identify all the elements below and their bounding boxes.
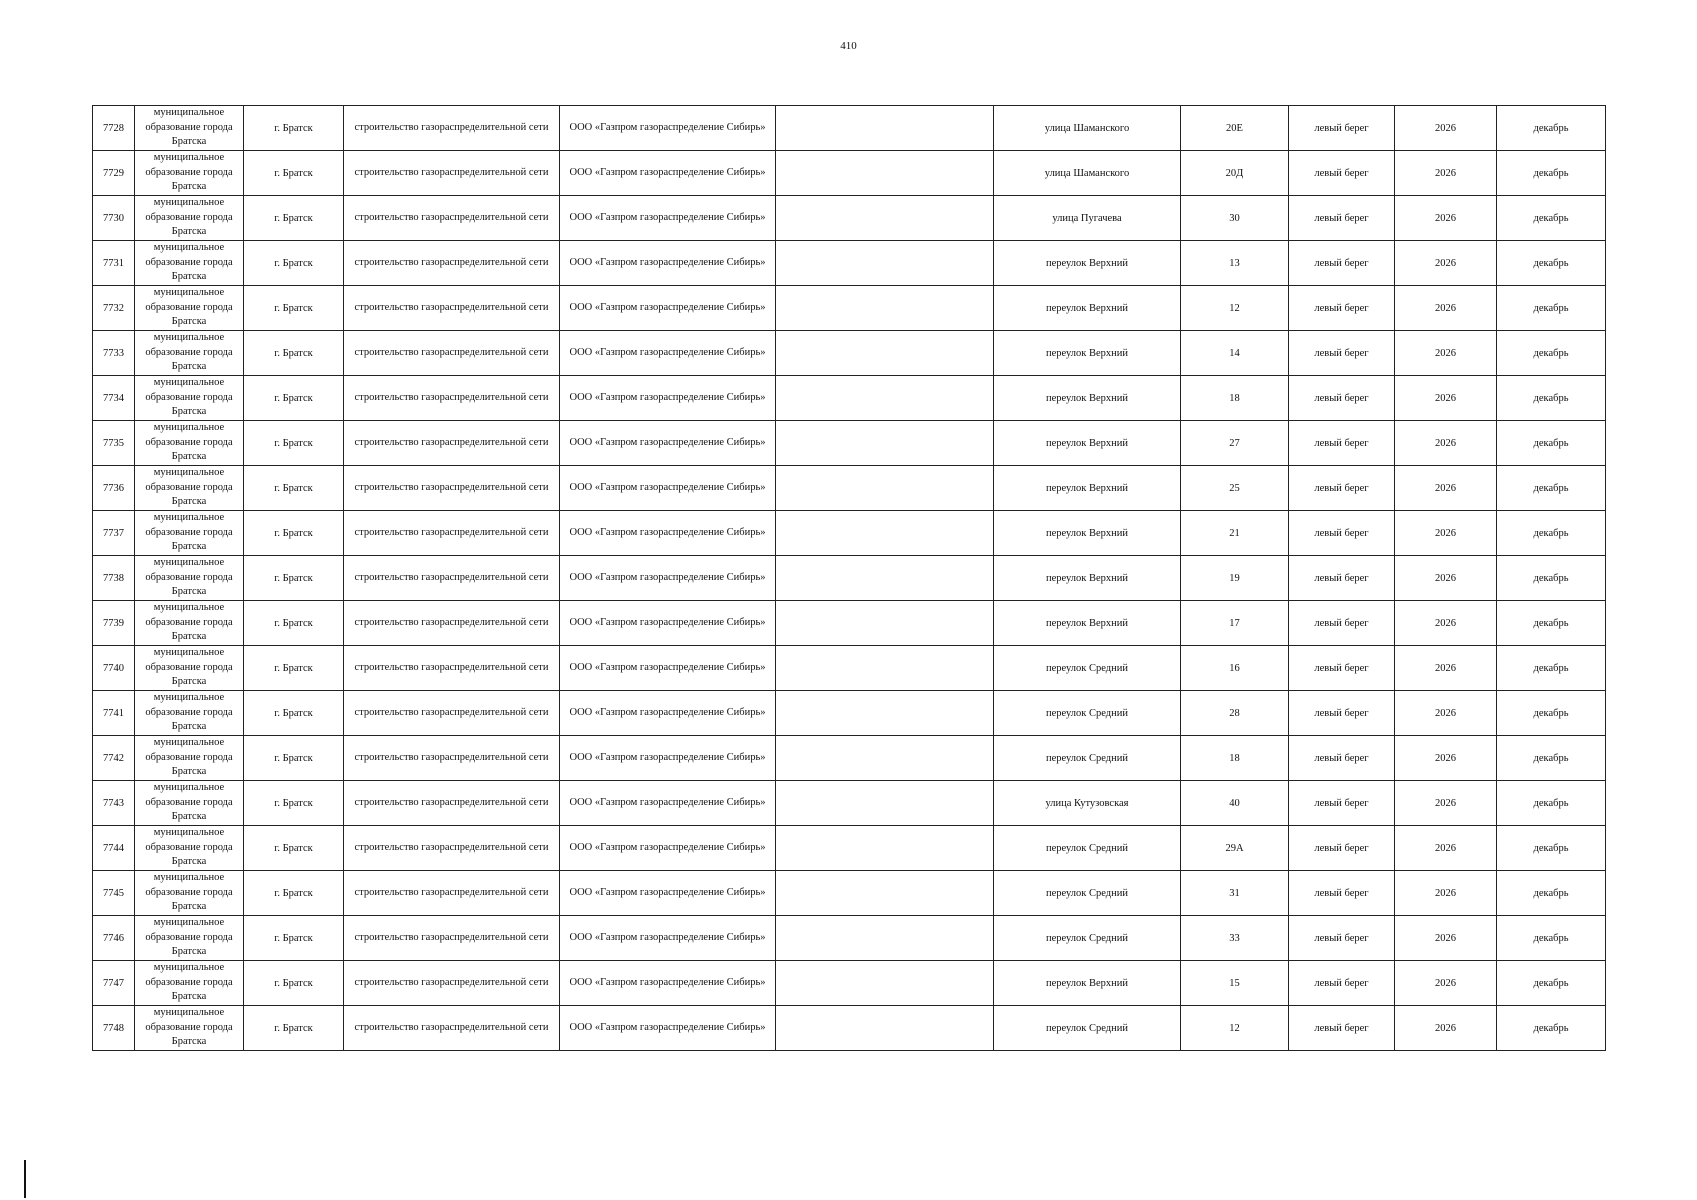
house-number-cell: 12 (1181, 1006, 1289, 1051)
city-cell: г. Братск (244, 826, 344, 871)
year-cell: 2026 (1395, 646, 1497, 691)
city-cell: г. Братск (244, 961, 344, 1006)
note-cell (776, 961, 994, 1006)
organization-cell: ООО «Газпром газораспределение Сибирь» (560, 916, 776, 961)
city-cell: г. Братск (244, 601, 344, 646)
municipality-cell: муниципальное образование города Братска (135, 1006, 244, 1051)
city-cell: г. Братск (244, 781, 344, 826)
street-cell: переулок Верхний (994, 241, 1181, 286)
house-number-cell: 29А (1181, 826, 1289, 871)
month-cell: декабрь (1497, 556, 1606, 601)
work-type-cell: строительство газораспределительной сети (344, 106, 560, 151)
house-number-cell: 12 (1181, 286, 1289, 331)
city-cell: г. Братск (244, 241, 344, 286)
river-bank-cell: левый берег (1289, 601, 1395, 646)
street-cell: переулок Верхний (994, 466, 1181, 511)
note-cell (776, 241, 994, 286)
street-cell: переулок Верхний (994, 961, 1181, 1006)
row-number-cell: 7742 (93, 736, 135, 781)
city-cell: г. Братск (244, 916, 344, 961)
organization-cell: ООО «Газпром газораспределение Сибирь» (560, 151, 776, 196)
work-type-cell: строительство газораспределительной сети (344, 1006, 560, 1051)
row-number-cell: 7734 (93, 376, 135, 421)
month-cell: декабрь (1497, 646, 1606, 691)
table-row (93, 646, 1606, 691)
river-bank-cell: левый берег (1289, 1006, 1395, 1051)
row-number-cell: 7748 (93, 1006, 135, 1051)
row-number-cell: 7745 (93, 871, 135, 916)
river-bank-cell: левый берег (1289, 151, 1395, 196)
note-cell (776, 106, 994, 151)
organization-cell: ООО «Газпром газораспределение Сибирь» (560, 601, 776, 646)
table-row (93, 871, 1606, 916)
margin-mark (24, 1160, 26, 1198)
work-type-cell: строительство газораспределительной сети (344, 691, 560, 736)
year-cell: 2026 (1395, 196, 1497, 241)
note-cell (776, 466, 994, 511)
house-number-cell: 25 (1181, 466, 1289, 511)
house-number-cell: 20Д (1181, 151, 1289, 196)
table-row (93, 691, 1606, 736)
street-cell: улица Пугачева (994, 196, 1181, 241)
month-cell: декабрь (1497, 331, 1606, 376)
month-cell: декабрь (1497, 196, 1606, 241)
river-bank-cell: левый берег (1289, 241, 1395, 286)
month-cell: декабрь (1497, 151, 1606, 196)
month-cell: декабрь (1497, 376, 1606, 421)
month-cell: декабрь (1497, 871, 1606, 916)
organization-cell: ООО «Газпром газораспределение Сибирь» (560, 691, 776, 736)
note-cell (776, 826, 994, 871)
river-bank-cell: левый берег (1289, 286, 1395, 331)
row-number-cell: 7730 (93, 196, 135, 241)
month-cell: декабрь (1497, 286, 1606, 331)
city-cell: г. Братск (244, 376, 344, 421)
month-cell: декабрь (1497, 106, 1606, 151)
work-type-cell: строительство газораспределительной сети (344, 511, 560, 556)
work-type-cell: строительство газораспределительной сети (344, 556, 560, 601)
municipality-cell: муниципальное образование города Братска (135, 286, 244, 331)
row-number-cell: 7747 (93, 961, 135, 1006)
city-cell: г. Братск (244, 1006, 344, 1051)
street-cell: переулок Средний (994, 826, 1181, 871)
municipality-cell: муниципальное образование города Братска (135, 376, 244, 421)
year-cell: 2026 (1395, 331, 1497, 376)
organization-cell: ООО «Газпром газораспределение Сибирь» (560, 781, 776, 826)
organization-cell: ООО «Газпром газораспределение Сибирь» (560, 961, 776, 1006)
municipality-cell: муниципальное образование города Братска (135, 151, 244, 196)
month-cell: декабрь (1497, 916, 1606, 961)
river-bank-cell: левый берег (1289, 376, 1395, 421)
table-row (93, 196, 1606, 241)
municipality-cell: муниципальное образование города Братска (135, 961, 244, 1006)
street-cell: переулок Средний (994, 1006, 1181, 1051)
organization-cell: ООО «Газпром газораспределение Сибирь» (560, 241, 776, 286)
river-bank-cell: левый берег (1289, 646, 1395, 691)
registry-rows (93, 106, 1606, 1051)
table-row (93, 376, 1606, 421)
year-cell: 2026 (1395, 601, 1497, 646)
month-cell: декабрь (1497, 511, 1606, 556)
table-row (93, 826, 1606, 871)
street-cell: переулок Средний (994, 646, 1181, 691)
municipality-cell: муниципальное образование города Братска (135, 691, 244, 736)
work-type-cell: строительство газораспределительной сети (344, 151, 560, 196)
organization-cell: ООО «Газпром газораспределение Сибирь» (560, 511, 776, 556)
street-cell: улица Шаманского (994, 151, 1181, 196)
house-number-cell: 13 (1181, 241, 1289, 286)
table-row (93, 556, 1606, 601)
municipality-cell: муниципальное образование города Братска (135, 466, 244, 511)
work-type-cell: строительство газораспределительной сети (344, 826, 560, 871)
organization-cell: ООО «Газпром газораспределение Сибирь» (560, 646, 776, 691)
table-row (93, 961, 1606, 1006)
year-cell: 2026 (1395, 286, 1497, 331)
year-cell: 2026 (1395, 916, 1497, 961)
street-cell: переулок Верхний (994, 421, 1181, 466)
month-cell: декабрь (1497, 826, 1606, 871)
house-number-cell: 15 (1181, 961, 1289, 1006)
note-cell (776, 286, 994, 331)
organization-cell: ООО «Газпром газораспределение Сибирь» (560, 556, 776, 601)
organization-cell: ООО «Газпром газораспределение Сибирь» (560, 106, 776, 151)
river-bank-cell: левый берег (1289, 421, 1395, 466)
note-cell (776, 421, 994, 466)
month-cell: декабрь (1497, 241, 1606, 286)
work-type-cell: строительство газораспределительной сети (344, 286, 560, 331)
organization-cell: ООО «Газпром газораспределение Сибирь» (560, 421, 776, 466)
house-number-cell: 18 (1181, 376, 1289, 421)
organization-cell: ООО «Газпром газораспределение Сибирь» (560, 331, 776, 376)
river-bank-cell: левый берег (1289, 106, 1395, 151)
street-cell: переулок Верхний (994, 376, 1181, 421)
river-bank-cell: левый берег (1289, 691, 1395, 736)
table-row (93, 601, 1606, 646)
municipality-cell: муниципальное образование города Братска (135, 196, 244, 241)
city-cell: г. Братск (244, 646, 344, 691)
organization-cell: ООО «Газпром газораспределение Сибирь» (560, 286, 776, 331)
year-cell: 2026 (1395, 466, 1497, 511)
work-type-cell: строительство газораспределительной сети (344, 241, 560, 286)
street-cell: улица Кутузовская (994, 781, 1181, 826)
river-bank-cell: левый берег (1289, 961, 1395, 1006)
house-number-cell: 40 (1181, 781, 1289, 826)
street-cell: переулок Верхний (994, 556, 1181, 601)
river-bank-cell: левый берег (1289, 196, 1395, 241)
year-cell: 2026 (1395, 106, 1497, 151)
table-row (93, 421, 1606, 466)
note-cell (776, 151, 994, 196)
house-number-cell: 17 (1181, 601, 1289, 646)
note-cell (776, 196, 994, 241)
row-number-cell: 7744 (93, 826, 135, 871)
city-cell: г. Братск (244, 196, 344, 241)
year-cell: 2026 (1395, 556, 1497, 601)
organization-cell: ООО «Газпром газораспределение Сибирь» (560, 826, 776, 871)
city-cell: г. Братск (244, 286, 344, 331)
note-cell (776, 646, 994, 691)
month-cell: декабрь (1497, 1006, 1606, 1051)
house-number-cell: 14 (1181, 331, 1289, 376)
year-cell: 2026 (1395, 241, 1497, 286)
note-cell (776, 736, 994, 781)
work-type-cell: строительство газораспределительной сети (344, 916, 560, 961)
row-number-cell: 7729 (93, 151, 135, 196)
street-cell: улица Шаманского (994, 106, 1181, 151)
table-row (93, 241, 1606, 286)
municipality-cell: муниципальное образование города Братска (135, 556, 244, 601)
house-number-cell: 20Е (1181, 106, 1289, 151)
river-bank-cell: левый берег (1289, 781, 1395, 826)
year-cell: 2026 (1395, 871, 1497, 916)
house-number-cell: 33 (1181, 916, 1289, 961)
table-row (93, 466, 1606, 511)
year-cell: 2026 (1395, 1006, 1497, 1051)
month-cell: декабрь (1497, 736, 1606, 781)
house-number-cell: 28 (1181, 691, 1289, 736)
organization-cell: ООО «Газпром газораспределение Сибирь» (560, 376, 776, 421)
house-number-cell: 16 (1181, 646, 1289, 691)
city-cell: г. Братск (244, 556, 344, 601)
work-type-cell: строительство газораспределительной сети (344, 196, 560, 241)
organization-cell: ООО «Газпром газораспределение Сибирь» (560, 736, 776, 781)
work-type-cell: строительство газораспределительной сети (344, 601, 560, 646)
street-cell: переулок Верхний (994, 601, 1181, 646)
river-bank-cell: левый берег (1289, 331, 1395, 376)
city-cell: г. Братск (244, 871, 344, 916)
month-cell: декабрь (1497, 466, 1606, 511)
year-cell: 2026 (1395, 511, 1497, 556)
table-row (93, 916, 1606, 961)
table-row (93, 781, 1606, 826)
city-cell: г. Братск (244, 106, 344, 151)
river-bank-cell: левый берег (1289, 916, 1395, 961)
table-row (93, 736, 1606, 781)
note-cell (776, 871, 994, 916)
work-type-cell: строительство газораспределительной сети (344, 646, 560, 691)
table-row (93, 511, 1606, 556)
city-cell: г. Братск (244, 421, 344, 466)
row-number-cell: 7733 (93, 331, 135, 376)
year-cell: 2026 (1395, 736, 1497, 781)
street-cell: переулок Верхний (994, 511, 1181, 556)
year-cell: 2026 (1395, 826, 1497, 871)
river-bank-cell: левый берег (1289, 556, 1395, 601)
house-number-cell: 31 (1181, 871, 1289, 916)
city-cell: г. Братск (244, 151, 344, 196)
work-type-cell: строительство газораспределительной сети (344, 961, 560, 1006)
street-cell: переулок Средний (994, 916, 1181, 961)
city-cell: г. Братск (244, 736, 344, 781)
note-cell (776, 916, 994, 961)
work-type-cell: строительство газораспределительной сети (344, 781, 560, 826)
river-bank-cell: левый берег (1289, 826, 1395, 871)
organization-cell: ООО «Газпром газораспределение Сибирь» (560, 196, 776, 241)
row-number-cell: 7735 (93, 421, 135, 466)
year-cell: 2026 (1395, 151, 1497, 196)
municipality-cell: муниципальное образование города Братска (135, 601, 244, 646)
month-cell: декабрь (1497, 601, 1606, 646)
house-number-cell: 27 (1181, 421, 1289, 466)
row-number-cell: 7728 (93, 106, 135, 151)
city-cell: г. Братск (244, 691, 344, 736)
year-cell: 2026 (1395, 961, 1497, 1006)
page-number: 410 (840, 40, 857, 52)
work-type-cell: строительство газораспределительной сети (344, 736, 560, 781)
street-cell: переулок Средний (994, 691, 1181, 736)
row-number-cell: 7731 (93, 241, 135, 286)
river-bank-cell: левый берег (1289, 511, 1395, 556)
house-number-cell: 19 (1181, 556, 1289, 601)
river-bank-cell: левый берег (1289, 466, 1395, 511)
note-cell (776, 781, 994, 826)
month-cell: декабрь (1497, 781, 1606, 826)
table-row (93, 331, 1606, 376)
house-number-cell: 21 (1181, 511, 1289, 556)
street-cell: переулок Средний (994, 736, 1181, 781)
note-cell (776, 691, 994, 736)
organization-cell: ООО «Газпром газораспределение Сибирь» (560, 466, 776, 511)
row-number-cell: 7746 (93, 916, 135, 961)
year-cell: 2026 (1395, 781, 1497, 826)
year-cell: 2026 (1395, 421, 1497, 466)
work-type-cell: строительство газораспределительной сети (344, 421, 560, 466)
registry-table (92, 105, 1606, 1051)
month-cell: декабрь (1497, 961, 1606, 1006)
municipality-cell: муниципальное образование города Братска (135, 916, 244, 961)
river-bank-cell: левый берег (1289, 736, 1395, 781)
city-cell: г. Братск (244, 511, 344, 556)
municipality-cell: муниципальное образование города Братска (135, 331, 244, 376)
table-row (93, 286, 1606, 331)
street-cell: переулок Верхний (994, 286, 1181, 331)
organization-cell: ООО «Газпром газораспределение Сибирь» (560, 1006, 776, 1051)
municipality-cell: муниципальное образование города Братска (135, 511, 244, 556)
street-cell: переулок Верхний (994, 331, 1181, 376)
note-cell (776, 511, 994, 556)
house-number-cell: 18 (1181, 736, 1289, 781)
municipality-cell: муниципальное образование города Братска (135, 646, 244, 691)
street-cell: переулок Средний (994, 871, 1181, 916)
note-cell (776, 1006, 994, 1051)
row-number-cell: 7732 (93, 286, 135, 331)
month-cell: декабрь (1497, 691, 1606, 736)
table-row (93, 151, 1606, 196)
municipality-cell: муниципальное образование города Братска (135, 736, 244, 781)
note-cell (776, 556, 994, 601)
work-type-cell: строительство газораспределительной сети (344, 331, 560, 376)
table-row (93, 1006, 1606, 1051)
row-number-cell: 7743 (93, 781, 135, 826)
month-cell: декабрь (1497, 421, 1606, 466)
row-number-cell: 7736 (93, 466, 135, 511)
year-cell: 2026 (1395, 691, 1497, 736)
municipality-cell: муниципальное образование города Братска (135, 421, 244, 466)
city-cell: г. Братск (244, 466, 344, 511)
river-bank-cell: левый берег (1289, 871, 1395, 916)
note-cell (776, 376, 994, 421)
city-cell: г. Братск (244, 331, 344, 376)
municipality-cell: муниципальное образование города Братска (135, 241, 244, 286)
note-cell (776, 601, 994, 646)
note-cell (776, 331, 994, 376)
work-type-cell: строительство газораспределительной сети (344, 376, 560, 421)
row-number-cell: 7738 (93, 556, 135, 601)
municipality-cell: муниципальное образование города Братска (135, 871, 244, 916)
municipality-cell: муниципальное образование города Братска (135, 106, 244, 151)
row-number-cell: 7741 (93, 691, 135, 736)
row-number-cell: 7737 (93, 511, 135, 556)
municipality-cell: муниципальное образование города Братска (135, 781, 244, 826)
work-type-cell: строительство газораспределительной сети (344, 871, 560, 916)
table-row (93, 106, 1606, 151)
house-number-cell: 30 (1181, 196, 1289, 241)
work-type-cell: строительство газораспределительной сети (344, 466, 560, 511)
municipality-cell: муниципальное образование города Братска (135, 826, 244, 871)
organization-cell: ООО «Газпром газораспределение Сибирь» (560, 871, 776, 916)
year-cell: 2026 (1395, 376, 1497, 421)
row-number-cell: 7740 (93, 646, 135, 691)
row-number-cell: 7739 (93, 601, 135, 646)
